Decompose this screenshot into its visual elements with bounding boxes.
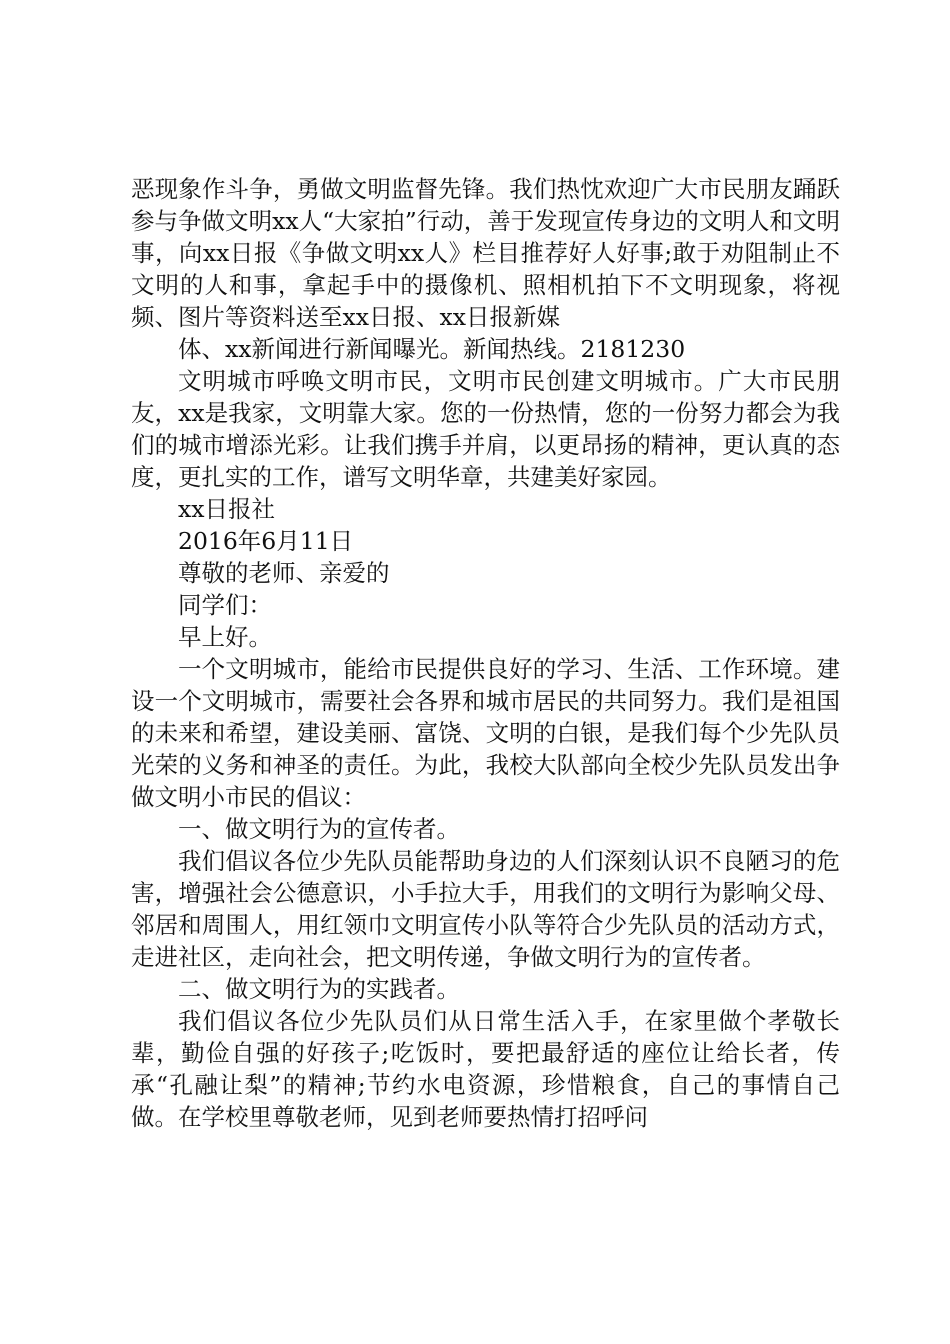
- salutation-students: 同学们：: [178, 591, 272, 619]
- heading-section-two: 二、做文明行为的实践者。: [178, 975, 460, 1003]
- paragraph-section-one: 我们倡议各位少先队员能帮助身边的人们深刻认识不良陋习的危害，增强社会公德意识，小手拉大手，用我们的文明行为影响父母、邻居和周围人，用红领巾文明宣传小队等符合少先队员的活动方式，走进社区，走向社会，把文明传递，争做文明行为的宣传者。: [131, 847, 840, 971]
- greeting: 早上好。: [178, 623, 272, 651]
- salutation-teachers: 尊敬的老师、亲爱的: [178, 559, 390, 587]
- paragraph-intro: 一个文明城市，能给市民提供良好的学习、生活、工作环境。建设一个文明城市，需要社会各界和城市居民的共同努力。我们是祖国的未来和希望，建设美丽、富饶、文明的白银，是我们每个少先队员光荣的义务和神圣的责任。为此，我校大队部向全校少先队员发出争做文明小市民的倡议：: [131, 655, 840, 811]
- signature-date: 2016年6月11日: [178, 527, 354, 555]
- heading-section-one: 一、做文明行为的宣传者。: [178, 815, 460, 843]
- paragraph-civilized-city: 文明城市呼唤文明市民，文明市民创建文明城市。广大市民朋友，xx是我家，文明靠大家。您的一份热情，您的一份努力都会为我们的城市增添光彩。让我们携手并肩，以更昂扬的精神，更认真的态度，更扎实的工作，谱写文明华章，共建美好家园。: [131, 367, 840, 491]
- signature-org: xx日报社: [178, 495, 276, 523]
- paragraph-section-two: 我们倡议各位少先队员们从日常生活入手，在家里做个孝敬长辈，勤俭自强的好孩子;吃饭时，要把最舒适的座位让给长者，传承“孔融让梨”的精神;节约水电资源，珍惜粮食，自己的事情自己做。在学校里尊敬老师，见到老师要热情打招呼问: [131, 1007, 840, 1131]
- paragraph-news-hotline: 体、xx新闻进行新闻曝光。新闻热线。2181230: [178, 335, 686, 363]
- paragraph-continuation: 恶现象作斗争，勇做文明监督先锋。我们热忱欢迎广大市民朋友踊跃参与争做文明xx人“大家拍”行动，善于发现宣传身边的文明人和文明事，向xx日报《争做文明xx人》栏目推荐好人好事;敢于劝阻制止不文明的人和事，拿起手中的摄像机、照相机拍下不文明现象，将视频、图片等资料送至xx日报、xx日报新媒: [131, 175, 840, 331]
